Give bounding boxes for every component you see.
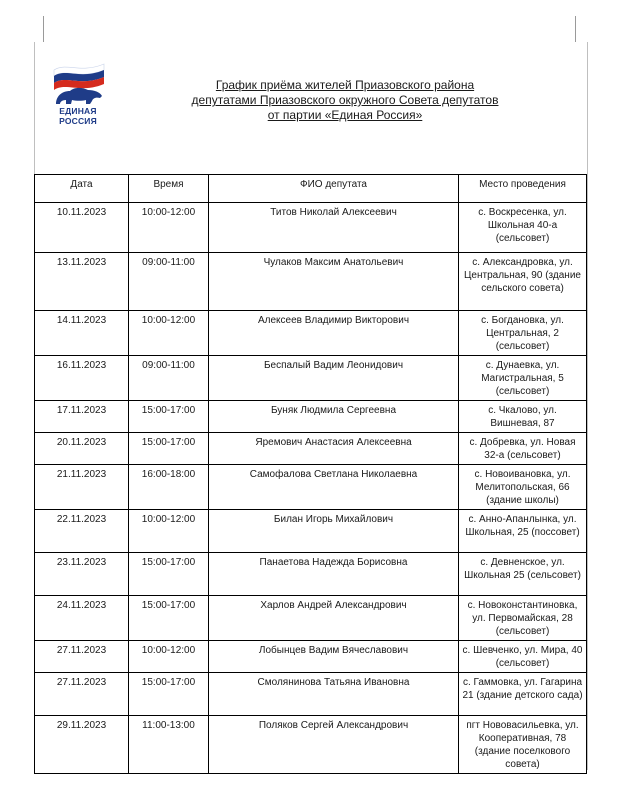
cell-date: 20.11.2023: [35, 433, 129, 465]
cell-date: 29.11.2023: [35, 716, 129, 774]
cell-time: 10:00-12:00: [129, 311, 209, 356]
cell-deputy-name: Титов Николай Алексеевич: [209, 203, 459, 253]
cell-time: 15:00-17:00: [129, 553, 209, 596]
cell-deputy-name: Лобынцев Вадим Вячеславович: [209, 641, 459, 673]
cell-location: с. Александровка, ул. Центральная, 90 (здание сельского совета): [459, 253, 587, 311]
table-row: [35, 203, 587, 253]
cell-location: с. Дунаевка, ул. Магистральная, 5 (сельсовет): [459, 356, 587, 401]
table-row: [35, 433, 587, 465]
logo-wordmark: [47, 106, 109, 126]
cell-date: 23.11.2023: [35, 553, 129, 596]
cell-deputy-name: Билан Игорь Михайлович: [209, 510, 459, 553]
cell-deputy-name: Алексеев Владимир Викторович: [209, 311, 459, 356]
cell-deputy-name: Беспалый Вадим Леонидович: [209, 356, 459, 401]
cell-time: 15:00-17:00: [129, 401, 209, 433]
table-row: [35, 673, 587, 716]
cell-time: 10:00-12:00: [129, 203, 209, 253]
party-emblem-icon: [46, 60, 110, 106]
cell-location: с. Шевченко, ул. Мира, 40 (сельсовет): [459, 641, 587, 673]
cell-time: 09:00-11:00: [129, 356, 209, 401]
cell-deputy-name: Чулаков Максим Анатольевич: [209, 253, 459, 311]
cell-date: 27.11.2023: [35, 641, 129, 673]
cell-time: 10:00-12:00: [129, 510, 209, 553]
cell-time: 15:00-17:00: [129, 673, 209, 716]
crop-mark-top-right-v: [575, 16, 576, 42]
cell-location: пгт Нововасильевка, ул. Кооперативная, 78 (здание поселкового совета): [459, 716, 587, 774]
cell-date: 16.11.2023: [35, 356, 129, 401]
cell-date: 27.11.2023: [35, 673, 129, 716]
cell-location: с. Богдановка, ул. Центральная, 2 (сельсовет): [459, 311, 587, 356]
table-row: [35, 356, 587, 401]
table-row: [35, 465, 587, 510]
cell-time: 10:00-12:00: [129, 641, 209, 673]
title-line-2: депутатами Приазовского окружного Совета депутатов: [191, 93, 499, 107]
cell-location: с. Чкалово, ул. Вишневая, 87: [459, 401, 587, 433]
cell-time: 09:00-11:00: [129, 253, 209, 311]
header-deputy-name: ФИО депутата: [209, 175, 459, 203]
cell-date: 14.11.2023: [35, 311, 129, 356]
cell-date: 24.11.2023: [35, 596, 129, 641]
cell-location: с. Добревка, ул. Новая 32-а (сельсовет): [459, 433, 587, 465]
title-line-3: от партии «Единая Россия»: [267, 108, 423, 122]
table-row: [35, 510, 587, 553]
header-location: Место проведения: [459, 175, 587, 203]
cell-location: с. Девненское, ул. Школьная 25 (сельсовет): [459, 553, 587, 596]
cell-time: 15:00-17:00: [129, 433, 209, 465]
cell-deputy-name: Яремович Анастасия Алексеевна: [209, 433, 459, 465]
table-row: [35, 401, 587, 433]
cell-date: 17.11.2023: [35, 401, 129, 433]
cell-location: с. Воскресенка, ул. Школьная 40-а (сельсовет): [459, 203, 587, 253]
table-row: [35, 553, 587, 596]
cell-time: 16:00-18:00: [129, 465, 209, 510]
table-row: [35, 311, 587, 356]
cell-deputy-name: Смолянинова Татьяна Ивановна: [209, 673, 459, 716]
table-row: [35, 596, 587, 641]
cell-location: с. Новоконстантиновка, ул. Первомайская, 28 (сельсовет): [459, 596, 587, 641]
header-date: Дата: [35, 175, 129, 203]
table-row: [35, 716, 587, 774]
cell-date: 21.11.2023: [35, 465, 129, 510]
reception-schedule-table: [34, 174, 587, 774]
cell-time: 15:00-17:00: [129, 596, 209, 641]
crop-mark-top-left-v: [43, 16, 44, 42]
cell-location: с. Гаммовка, ул. Гагарина 21 (здание детского сада): [459, 673, 587, 716]
cell-date: 22.11.2023: [35, 510, 129, 553]
title-line-1: График приёма жителей Приазовского района: [215, 78, 475, 92]
cell-deputy-name: Буняк Людмила Сергеевна: [209, 401, 459, 433]
table-body: [35, 203, 587, 774]
cell-location: с. Анно-Апанлынка, ул. Школьная, 25 (поссовет): [459, 510, 587, 553]
header-time: Время: [129, 175, 209, 203]
cell-date: 13.11.2023: [35, 253, 129, 311]
table-header-row: [35, 175, 587, 203]
cell-location: с. Новоивановка, ул. Мелитопольская, 66 (здание школы): [459, 465, 587, 510]
cell-deputy-name: Поляков Сергей Александрович: [209, 716, 459, 774]
cell-deputy-name: Панаетова Надежда Борисовна: [209, 553, 459, 596]
cell-date: 10.11.2023: [35, 203, 129, 253]
table-row: [35, 641, 587, 673]
cell-time: 11:00-13:00: [129, 716, 209, 774]
logo-wordmark-line-1: ЕДИНАЯ: [59, 106, 97, 116]
table-row: [35, 253, 587, 311]
logo-wordmark-line-2: РОССИЯ: [59, 116, 97, 126]
cell-deputy-name: Харлов Андрей Александрович: [209, 596, 459, 641]
document-title: [150, 78, 540, 123]
cell-deputy-name: Самофалова Светлана Николаевна: [209, 465, 459, 510]
